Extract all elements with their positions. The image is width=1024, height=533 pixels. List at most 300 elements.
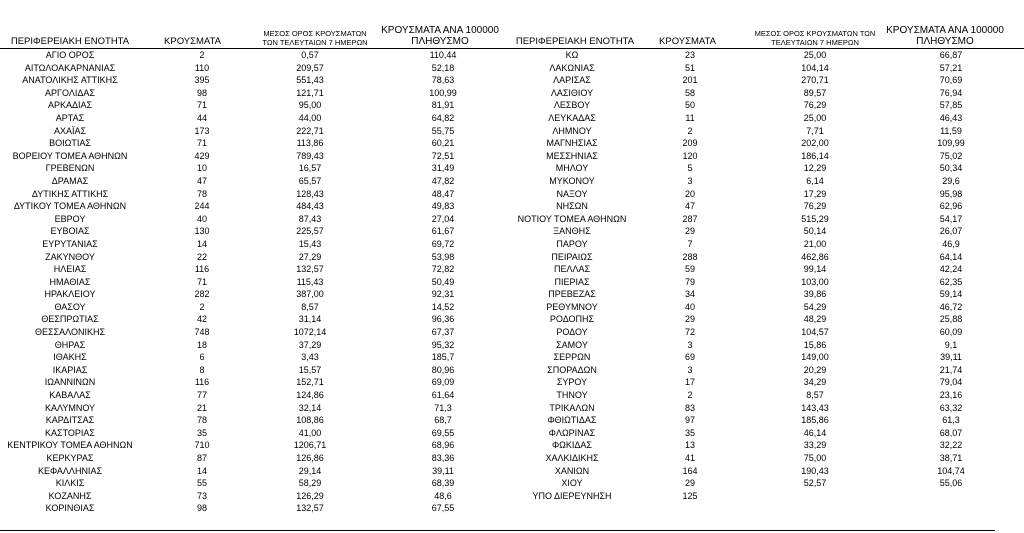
table-row — [0, 238, 505, 251]
per100k-cell: 72,82 — [431, 264, 455, 275]
region-cell: ΤΗΝΟΥ — [556, 390, 588, 401]
avg7-cell: 1072,14 — [293, 327, 327, 338]
avg7-cell: 46,14 — [803, 427, 827, 438]
table-row — [505, 137, 1024, 150]
avg7-cell: 104,14 — [801, 62, 829, 73]
cases-cell: 116 — [194, 377, 210, 388]
avg7-cell: 103,00 — [801, 276, 829, 287]
region-cell: ΧΑΛΚΙΔΙΚΗΣ — [545, 453, 599, 463]
region-cell: ΖΑΚΥΝΘΟΥ — [45, 251, 95, 262]
region-cell: ΠΙΕΡΙΑΣ — [554, 276, 590, 287]
per100k-cell: 71,3 — [434, 402, 452, 413]
per100k-cell: 75,02 — [939, 150, 963, 161]
avg7-cell: 8,57 — [301, 301, 319, 312]
cases-cell: 78 — [196, 415, 207, 426]
per100k-cell: 68,39 — [431, 478, 455, 489]
table-row — [505, 326, 1024, 339]
table-row — [0, 49, 505, 62]
region-cell: ΚΕΡΚΥΡΑΣ — [46, 453, 94, 463]
table-row — [0, 112, 505, 125]
cases-cell: 97 — [684, 415, 695, 426]
region-cell: ΑΙΤΩΛΟΑΚΑΡΝΑΝΙΑΣ — [24, 62, 116, 73]
region-cell: ΒΟΡΕΙΟΥ ΤΟΜΕΑ ΑΘΗΝΩΝ — [12, 150, 128, 161]
avg7-cell: 515,29 — [801, 213, 829, 224]
table-row — [505, 125, 1024, 138]
table-row — [0, 188, 505, 201]
per100k-cell: 92,31 — [431, 289, 455, 300]
table-row — [505, 200, 1024, 213]
table-row — [0, 137, 505, 150]
avg7-cell: 32,14 — [298, 402, 322, 413]
region-cell: ΠΕΛΛΑΣ — [553, 264, 591, 275]
avg7-cell: 27,29 — [298, 251, 322, 262]
cases-cell: 47 — [684, 201, 695, 212]
cases-cell: 14 — [196, 238, 207, 249]
region-cell: ΛΗΜΝΟΥ — [552, 125, 592, 136]
region-cell: ΚΑΛΥΜΝΟΥ — [44, 402, 96, 413]
avg7-cell: 99,14 — [803, 264, 827, 275]
per100k-cell: 81,91 — [431, 100, 455, 111]
avg7-cell: 209,57 — [296, 62, 324, 73]
header-region: ΠΕΡΙΦΕΡΕΙΑΚΗ ΕΝΟΤΗΤΑ — [515, 36, 635, 47]
region-cell: ΒΟΙΩΤΙΑΣ — [49, 138, 91, 149]
region-cell: ΘΑΣΟΥ — [54, 301, 86, 312]
per100k-cell: 64,14 — [939, 251, 963, 262]
avg7-cell: 124,86 — [296, 390, 324, 401]
cases-cell: 2 — [199, 301, 205, 312]
avg7-cell: 126,29 — [296, 490, 324, 501]
region-cell: ΔΥΤΙΚΗΣ ΑΤΤΙΚΗΣ — [31, 188, 109, 199]
per100k-cell: 110,44 — [429, 50, 457, 60]
region-cell: ΝΑΞΟΥ — [556, 188, 588, 199]
cases-cell: 710 — [194, 440, 210, 451]
region-cell: ΣΥΡΟΥ — [556, 377, 588, 388]
cases-cell: 98 — [196, 503, 207, 514]
cases-cell: 42 — [196, 314, 207, 325]
per100k-cell: 11,59 — [940, 125, 962, 136]
cases-cell: 7 — [687, 238, 693, 249]
cases-cell: 41 — [684, 453, 695, 463]
region-cell: ΠΑΡΟΥ — [556, 238, 588, 249]
cases-cell: 21 — [196, 402, 207, 413]
per100k-cell: 68,07 — [939, 427, 963, 438]
avg7-cell: 20,29 — [803, 364, 827, 375]
table-row — [0, 251, 505, 264]
table-row — [505, 238, 1024, 251]
table-row — [0, 414, 505, 427]
per100k-cell: 66,87 — [939, 50, 963, 60]
avg7-cell: 29,14 — [298, 465, 322, 476]
avg7-cell: 128,43 — [296, 188, 324, 199]
table-row — [505, 364, 1024, 377]
avg7-cell: 190,43 — [801, 465, 829, 476]
table-row — [0, 150, 505, 163]
avg7-cell: 48,29 — [803, 314, 827, 325]
region-cell: ΜΑΓΝΗΣΙΑΣ — [546, 138, 598, 149]
per100k-cell: 67,37 — [431, 327, 455, 338]
table-row — [505, 251, 1024, 264]
per100k-cell: 9,1 — [944, 339, 958, 350]
region-cell: ΙΩΑΝΝΙΝΩΝ — [44, 377, 96, 388]
avg7-cell: 0,57 — [301, 50, 319, 60]
avg7-cell: 25,00 — [803, 50, 827, 60]
region-cell: ΚΩ — [565, 50, 579, 60]
avg7-cell: 3,43 — [301, 352, 319, 363]
cases-cell: 14 — [196, 465, 207, 476]
per100k-cell: 68,7 — [434, 415, 452, 426]
table-row — [505, 74, 1024, 87]
per100k-cell: 61,64 — [431, 390, 455, 401]
per100k-cell: 61,3 — [942, 415, 960, 426]
table-row — [0, 276, 505, 289]
table-row — [0, 465, 505, 478]
region-cell: ΑΓΙΟ ΟΡΟΣ — [45, 50, 95, 60]
avg7-cell: 15,43 — [298, 238, 322, 249]
cases-cell: 50 — [684, 100, 695, 111]
per100k-cell: 100,99 — [429, 87, 457, 98]
avg7-cell: 75,00 — [803, 453, 827, 463]
cases-cell: 125 — [682, 490, 698, 501]
header-region: ΠΕΡΙΦΕΡΕΙΑΚΗ ΕΝΟΤΗΤΑ — [10, 36, 130, 47]
table-row — [0, 301, 505, 314]
avg7-cell: 484,43 — [296, 201, 324, 212]
avg7-cell: 104,57 — [801, 327, 829, 338]
cases-cell: 78 — [196, 188, 207, 199]
header-cases: ΚΡΟΥΣΜΑΤΑ — [164, 36, 221, 47]
region-cell: ΛΕΥΚΑΔΑΣ — [548, 112, 596, 123]
cases-cell: 201 — [682, 75, 698, 86]
per100k-cell: 31,49 — [431, 163, 455, 174]
per100k-cell: 46,9 — [942, 238, 960, 249]
avg7-cell: 202,00 — [801, 138, 829, 149]
per100k-cell: 23,16 — [939, 390, 963, 401]
avg7-cell: 7,71 — [806, 125, 824, 136]
region-cell: ΚΑΣΤΟΡΙΑΣ — [45, 427, 95, 438]
table-row — [505, 87, 1024, 100]
region-cell: ΠΡΕΒΕΖΑΣ — [548, 289, 596, 300]
cases-cell: 288 — [682, 251, 698, 262]
table-row — [505, 162, 1024, 175]
avg7-cell: 132,57 — [296, 264, 324, 275]
per100k-cell: 62,96 — [939, 201, 963, 212]
cases-cell: 2 — [199, 50, 205, 60]
avg7-cell: 6,14 — [806, 175, 824, 186]
table-row — [0, 339, 505, 352]
cases-cell: 8 — [199, 364, 205, 375]
cases-cell: 3 — [687, 364, 693, 375]
left-rows — [0, 49, 505, 515]
table-row — [505, 188, 1024, 201]
table-row — [505, 301, 1024, 314]
per100k-cell: 70,69 — [939, 75, 963, 86]
region-cell: ΙΚΑΡΙΑΣ — [52, 364, 88, 375]
table-row — [0, 376, 505, 389]
cases-cell: 71 — [196, 276, 207, 287]
table-row — [505, 175, 1024, 188]
cases-cell: 3 — [687, 339, 693, 350]
per100k-cell: 14,52 — [431, 301, 455, 312]
cases-cell: 287 — [682, 213, 698, 224]
region-cell: ΧΙΟΥ — [561, 478, 583, 489]
avg7-cell: 89,57 — [803, 87, 827, 98]
region-cell: ΦΛΩΡΙΝΑΣ — [548, 427, 596, 438]
per100k-cell: 109,99 — [937, 138, 965, 149]
table-row — [505, 402, 1024, 415]
table-row — [505, 465, 1024, 478]
region-cell: ΠΕΙΡΑΙΩΣ — [551, 251, 593, 262]
per100k-cell: 57,85 — [939, 100, 963, 111]
per100k-cell: 63,32 — [939, 402, 963, 413]
per100k-cell: 96,36 — [431, 314, 455, 325]
region-cell: ΜΥΚΟΝΟΥ — [549, 175, 595, 186]
cases-cell: 71 — [196, 100, 207, 111]
header-avg7: ΜΕΣΟΣ ΟΡΟΣ ΚΡΟΥΣΜΑΤΩΝ ΤΩΝ ΤΕΛΕΥΤΑΙΩΝ 7 ΗΜΕΡΩΝ — [754, 29, 876, 47]
cases-cell: 13 — [684, 440, 695, 451]
cases-cell: 35 — [196, 427, 207, 438]
per100k-cell: 95,32 — [431, 339, 455, 350]
per100k-cell: 27,04 — [431, 213, 455, 224]
table-row — [505, 62, 1024, 75]
table-bottom-rule — [0, 530, 995, 531]
per100k-cell: 67,55 — [431, 503, 455, 514]
region-cell: ΚΙΛΚΙΣ — [55, 478, 85, 489]
avg7-cell: 76,29 — [803, 100, 827, 111]
region-cell: ΑΡΓΟΛΙΔΑΣ — [45, 87, 95, 98]
per100k-cell: 46,43 — [939, 112, 963, 123]
per100k-cell: 59,14 — [939, 289, 963, 300]
region-cell: ΣΠΟΡΑΔΩΝ — [547, 364, 597, 375]
table-row — [505, 339, 1024, 352]
cases-cell: 34 — [684, 289, 695, 300]
cases-cell: 130 — [194, 226, 210, 237]
avg7-cell: 17,29 — [803, 188, 827, 199]
per100k-cell: 26,07 — [939, 226, 963, 237]
avg7-cell: 16,57 — [298, 163, 322, 174]
per100k-cell: 79,04 — [939, 377, 963, 388]
table-row — [0, 364, 505, 377]
avg7-cell: 185,86 — [801, 415, 829, 426]
avg7-cell: 1206,71 — [293, 440, 327, 451]
region-cell: ΗΜΑΘΙΑΣ — [49, 276, 91, 287]
avg7-cell: 37,29 — [298, 339, 322, 350]
avg7-cell: 143,43 — [801, 402, 829, 413]
avg7-cell: 113,86 — [296, 138, 324, 149]
per100k-cell: 64,82 — [431, 112, 455, 123]
region-cell: ΗΛΕΙΑΣ — [53, 264, 87, 275]
cases-cell: 2 — [687, 390, 693, 401]
cases-cell: 55 — [196, 478, 207, 489]
cases-cell: 40 — [196, 213, 207, 224]
region-cell: ΑΡΤΑΣ — [55, 112, 85, 123]
avg7-cell: 115,43 — [296, 276, 324, 287]
avg7-cell: 387,00 — [296, 289, 324, 300]
table-row — [0, 490, 505, 503]
table-row — [0, 439, 505, 452]
region-cell: ΘΗΡΑΣ — [54, 339, 86, 350]
per100k-cell: 69,55 — [431, 427, 455, 438]
table-row — [0, 402, 505, 415]
region-cell: ΚΟΖΑΝΗΣ — [48, 490, 92, 501]
region-cell: ΛΑΣΙΘΙΟΥ — [550, 87, 594, 98]
per100k-cell: 52,18 — [431, 62, 455, 73]
table-row — [505, 477, 1024, 490]
cases-cell: 35 — [684, 427, 695, 438]
table-row — [0, 452, 505, 465]
avg7-cell: 33,29 — [803, 440, 827, 451]
region-cell: ΕΥΒΟΙΑΣ — [50, 226, 90, 237]
avg7-cell: 41,00 — [298, 427, 322, 438]
cases-cell: 83 — [684, 402, 695, 413]
cases-cell: 22 — [196, 251, 207, 262]
cases-cell: 17 — [684, 377, 695, 388]
avg7-cell: 25,00 — [803, 112, 827, 123]
per100k-cell: 104,74 — [937, 465, 965, 476]
avg7-cell: 222,71 — [296, 125, 324, 136]
table-row — [0, 162, 505, 175]
cases-cell: 748 — [194, 327, 210, 338]
region-cell: ΕΥΡΥΤΑΝΙΑΣ — [42, 238, 98, 249]
cases-cell: 69 — [684, 352, 695, 363]
table-row — [505, 452, 1024, 465]
cases-cell: 98 — [196, 87, 207, 98]
per100k-cell: 80,96 — [431, 364, 455, 375]
cases-cell: 282 — [194, 289, 210, 300]
table-row — [0, 288, 505, 301]
cases-cell: 11 — [685, 112, 695, 123]
region-cell: ΣΑΜΟΥ — [556, 339, 588, 350]
per100k-cell: 48,6 — [434, 490, 452, 501]
table-row — [505, 213, 1024, 226]
table-row — [505, 49, 1024, 62]
table-row — [0, 263, 505, 276]
table-row — [505, 225, 1024, 238]
cases-cell: 23 — [684, 50, 695, 60]
region-cell: ΛΕΣΒΟΥ — [553, 100, 591, 111]
per100k-cell: 53,98 — [431, 251, 455, 262]
per100k-cell: 76,94 — [939, 87, 963, 98]
cases-cell: 72 — [684, 327, 695, 338]
cases-cell: 44 — [196, 112, 207, 123]
region-cell: ΤΡΙΚΑΛΩΝ — [549, 402, 595, 413]
region-cell: ΡΕΘΥΜΝΟΥ — [546, 301, 598, 312]
region-cell: ΘΕΣΣΑΛΟΝΙΚΗΣ — [34, 327, 106, 338]
avg7-cell: 12,29 — [803, 163, 827, 174]
avg7-cell: 87,43 — [298, 213, 322, 224]
per100k-cell: 55,06 — [939, 478, 963, 489]
region-cell: ΙΘΑΚΗΣ — [53, 352, 87, 363]
table-row — [0, 326, 505, 339]
table-row — [505, 351, 1024, 364]
per100k-cell: 25,88 — [939, 314, 963, 325]
header-per100k: ΚΡΟΥΣΜΑΤΑ ΑΝΑ 100000 ΠΛΗΘΥΣΜΟ — [886, 25, 1004, 47]
region-cell: ΦΘΙΩΤΙΔΑΣ — [547, 415, 597, 426]
avg7-cell: 15,86 — [803, 339, 827, 350]
region-cell: ΑΧΑΪΑΣ — [53, 125, 87, 136]
table-row — [505, 263, 1024, 276]
table-row — [0, 74, 505, 87]
avg7-cell: 21,00 — [803, 238, 827, 249]
region-cell: ΘΕΣΠΡΩΤΙΑΣ — [41, 314, 99, 325]
cases-cell: 87 — [196, 453, 207, 463]
avg7-cell: 65,57 — [298, 175, 322, 186]
per100k-cell: 46,72 — [939, 301, 963, 312]
cases-cell: 5 — [687, 163, 693, 174]
cases-cell: 164 — [682, 465, 698, 476]
table-row — [505, 427, 1024, 440]
table-row — [0, 200, 505, 213]
table-row — [0, 99, 505, 112]
cases-cell: 47 — [196, 175, 207, 186]
per100k-cell: 57,21 — [939, 62, 963, 73]
per100k-cell: 29,6 — [942, 175, 960, 186]
header-avg7: ΜΕΣΟΣ ΟΡΟΣ ΚΡΟΥΣΜΑΤΩΝ ΤΩΝ ΤΕΛΕΥΤΑΙΩΝ 7 ΗΜΕΡΩΝ — [262, 29, 368, 47]
table-row — [0, 351, 505, 364]
region-cell: ΚΑΡΔΙΤΣΑΣ — [45, 415, 95, 426]
right-rows — [505, 49, 1024, 502]
cases-cell: 20 — [684, 188, 695, 199]
avg7-cell: 44,00 — [298, 112, 322, 123]
region-cell: ΔΥΤΙΚΟΥ ΤΟΜΕΑ ΑΘΗΝΩΝ — [13, 201, 127, 212]
per100k-cell: 95,98 — [939, 188, 963, 199]
avg7-cell: 270,71 — [801, 75, 829, 86]
per100k-cell: 48,47 — [431, 188, 455, 199]
per100k-cell: 83,36 — [431, 453, 455, 463]
per100k-cell: 78,63 — [431, 75, 455, 86]
cases-cell: 29 — [684, 478, 695, 489]
cases-cell: 59 — [684, 264, 695, 275]
cases-cell: 429 — [194, 150, 210, 161]
region-cell: ΣΕΡΡΩΝ — [553, 352, 591, 363]
cases-cell: 29 — [684, 226, 695, 237]
per100k-cell: 21,74 — [939, 364, 963, 375]
cases-cell: 29 — [684, 314, 695, 325]
cases-cell: 58 — [684, 87, 695, 98]
table-row — [505, 313, 1024, 326]
region-cell: ΕΒΡΟΥ — [54, 213, 86, 224]
region-cell: ΑΝΑΤΟΛΙΚΗΣ ΑΤΤΙΚΗΣ — [22, 75, 118, 86]
region-cell: ΡΟΔΟΥ — [556, 327, 588, 338]
avg7-cell: 225,57 — [296, 226, 324, 237]
region-cell: ΝΗΣΩΝ — [556, 201, 588, 212]
table-row — [505, 490, 1024, 503]
cases-cell: 209 — [682, 138, 698, 149]
table-row — [0, 87, 505, 100]
table-row — [505, 439, 1024, 452]
avg7-cell: 152,71 — [296, 377, 324, 388]
region-cell: ΗΡΑΚΛΕΙΟΥ — [44, 289, 96, 300]
per100k-cell: 32,22 — [939, 440, 963, 451]
table-row — [0, 477, 505, 490]
avg7-cell: 132,57 — [296, 503, 324, 514]
table-row — [0, 225, 505, 238]
table-row — [0, 125, 505, 138]
avg7-cell: 121,71 — [296, 87, 324, 98]
cases-cell: 2 — [687, 125, 693, 136]
region-cell: ΚΟΡΙΝΘΙΑΣ — [45, 503, 95, 514]
cases-cell: 71 — [196, 138, 207, 149]
avg7-cell: 52,57 — [803, 478, 827, 489]
region-cell: ΥΠΟ ΔΙΕΡΕΥΝΗΣΗ — [532, 490, 612, 501]
avg7-cell: 50,14 — [803, 226, 827, 237]
header-per100k: ΚΡΟΥΣΜΑΤΑ ΑΝΑ 100000 ΠΛΗΘΥΣΜΟ — [381, 25, 499, 47]
region-cell: ΡΟΔΟΠΗΣ — [549, 314, 595, 325]
table-row — [0, 502, 505, 515]
avg7-cell: 15,57 — [298, 364, 322, 375]
region-cell: ΝΟΤΙΟΥ ΤΟΜΕΑ ΑΘΗΝΩΝ — [517, 213, 627, 224]
table-row — [505, 376, 1024, 389]
cases-cell: 3 — [687, 175, 693, 186]
region-cell: ΜΕΣΣΗΝΙΑΣ — [546, 150, 598, 161]
